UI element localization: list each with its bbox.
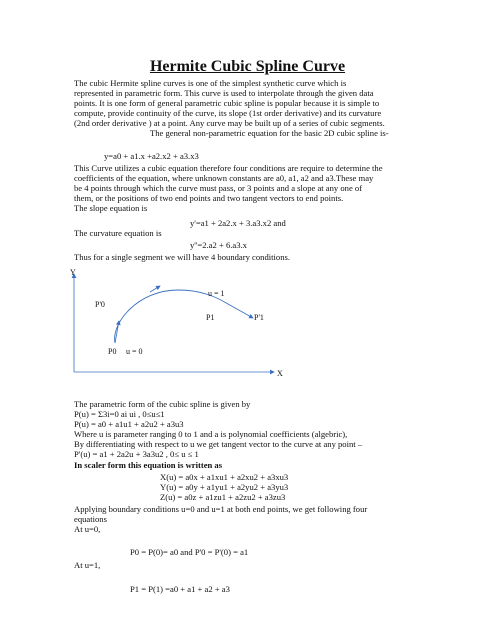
p0-tangent-label: P'0	[95, 300, 105, 309]
apply-line-1: Applying boundary conditions u=0 and u=1 at both end points, we get following four	[74, 504, 368, 514]
p1-tangent-label: P'1	[254, 313, 264, 322]
u1-equation: P1 = P(1) =a0 + a1 + a2 + a3	[130, 584, 230, 594]
u0-label: u = 0	[126, 347, 143, 356]
p1-label: P1	[206, 313, 215, 322]
para2-line-1: This Curve utilizes a cubic equation therefore four conditions are require to determine the	[74, 163, 383, 173]
curvature-label: The curvature equation is	[74, 228, 162, 238]
boundary-conditions-line: Thus for a single segment we will have 4 boundary conditions.	[74, 252, 290, 262]
intro-line-6: The general non-parametric equation for the basic 2D cubic spline is-	[150, 128, 389, 138]
intro-line-3: points. It is one form of general parametric cubic spline is popular because it is simple to	[74, 98, 380, 108]
scaler-eq-x: X(u) = a0x + a1xu1 + a2xu2 + a3xu3	[160, 472, 289, 482]
intro-line-4: compute, provide continuity of the curve, its slope (1st order derivative) and its curvature	[74, 108, 382, 118]
para3-line-6: P'(u) = a1 + 2a2u + 3a3u2 , 0≤ u ≤ 1	[74, 449, 199, 459]
para3-line-3: P(u) = a0 + a1u1 + a2u2 + a3u3	[74, 419, 184, 429]
slope-equation: y'=a1 + 2a2.x + 3.a3.x2 and	[190, 218, 286, 228]
apply-line-2: equations	[74, 514, 107, 524]
curvature-equation: y''=2.a2 + 6.a3.x	[190, 240, 247, 250]
p1-tangent-vector	[228, 304, 253, 318]
hermite-curve-figure	[68, 268, 288, 380]
intro-line-1: The cubic Hermite spline curves is one of the simplest synthetic curve which is	[74, 78, 347, 88]
scaler-eq-z: Z(u) = a0z + a1zu1 + a2zu2 + a3zu3	[160, 492, 286, 502]
general-equation: y=a0 + a1.x +a2.x2 + a3.x3	[104, 151, 199, 161]
scaler-form-heading: In scaler form this equation is written as	[74, 460, 223, 470]
at-u1-label: At u=1,	[74, 560, 101, 570]
para3-line-4: Where u is parameter ranging 0 to 1 and a is polynomial coefficients (algebric),	[74, 429, 348, 439]
u1-label: u = 1	[208, 289, 225, 298]
para2-line-4: them, or the positions of two end points and two tangent vectors to end points.	[74, 193, 344, 203]
para2-line-2: coefficients of the equation, where unknown constants are a0, a1, a2 and a3.These may	[74, 173, 374, 183]
at-u0-label: At u=0,	[74, 524, 101, 534]
intro-line-2: represented in parametric form. This curve is used to interpolate through the given data	[74, 88, 374, 98]
direction-arrow	[150, 286, 160, 292]
u0-equation: P0 = P(0)= a0 and P'0 = P'(0) = a1	[130, 547, 249, 557]
para3-line-2: P(u) = Σ3i=0 ai ui , 0≤u≤1	[74, 409, 165, 419]
x-axis-label: X	[277, 369, 283, 378]
page-title: Hermite Cubic Spline Curve	[149, 58, 346, 75]
intro-line-5: (2nd order derivative ) at a point. Any curve may be built up of a series of cubic segments.	[74, 118, 385, 128]
scaler-eq-y: Y(u) = a0y + a1yu1 + a2yu2 + a3yu3	[160, 482, 289, 492]
y-axis-label: Y	[70, 268, 76, 277]
para3-line-1: The parametric form of the cubic spline is given by	[74, 399, 251, 409]
slope-label: The slope equation is	[74, 203, 148, 213]
para2-line-3: be 4 points through which the curve must pass, or 3 points and a slope at any one of	[74, 183, 363, 193]
para3-line-5: By differentiating with respect to u we get tangent vector to the curve at any point –	[74, 439, 363, 449]
p0-label: P0	[108, 347, 117, 356]
